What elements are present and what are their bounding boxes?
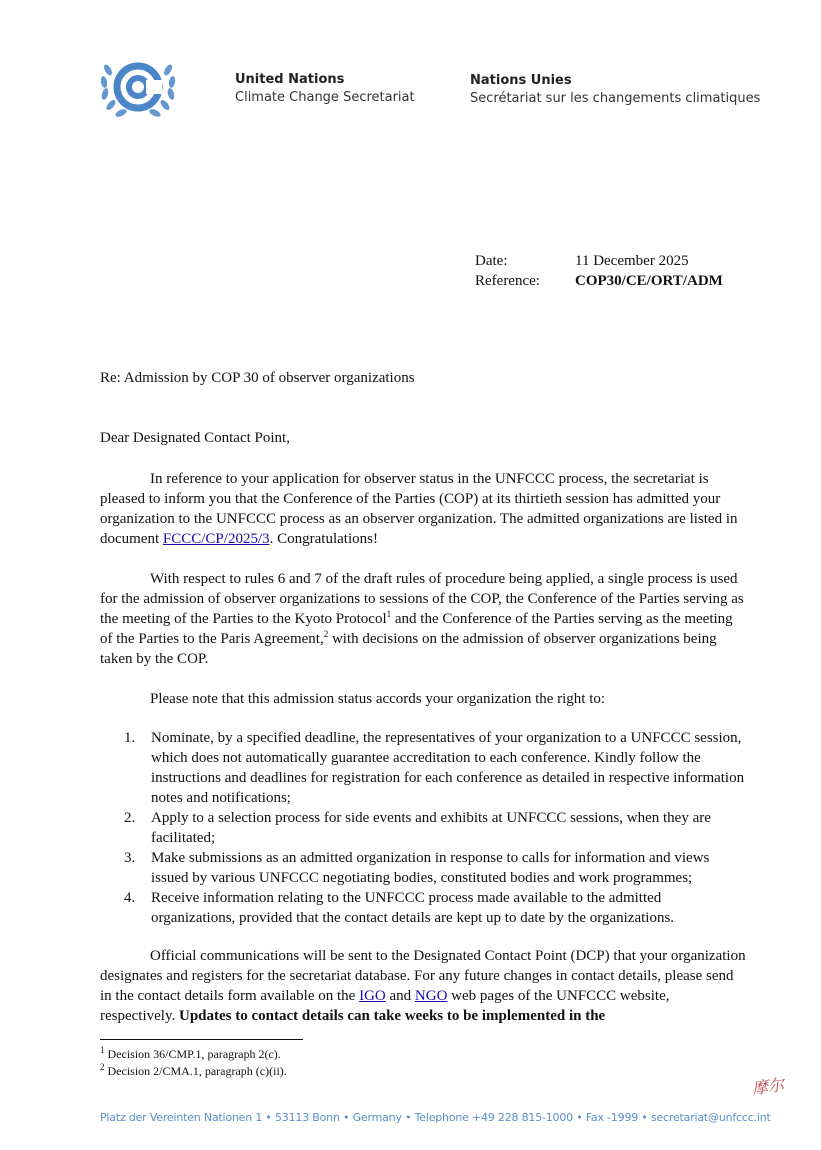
list-number: 3. — [124, 850, 136, 866]
date-label: Date: — [475, 253, 508, 269]
ngo-link[interactable]: NGO — [414, 988, 448, 1004]
p2-part2: and the Conference of the Parties serving as the meeting of the Parties to the Paris Agreement, — [100, 611, 733, 647]
list-number: 2. — [124, 810, 136, 826]
list-text: Nominate, by a specified deadline, the representatives of your organization to a UNFCCC session, which does not automatically guarantee accreditation to each conference. Kindly follow the instructions and deadlines for registration for each conference as detailed in respective information notes and notifications; — [151, 730, 745, 806]
list-text: Make submissions as an admitted organization in response to calls for information and views issued by various UNFCCC negotiating bodies, constituted bodies and work programmes; — [151, 850, 710, 886]
p3-text: Please note that this admission status accords your organization the right to: — [150, 691, 606, 707]
org-fr-line2: Secrétariat sur les changements climatiques — [470, 91, 761, 106]
rights-list — [100, 728, 746, 928]
p4-part2: and — [385, 988, 415, 1004]
list-item — [100, 848, 746, 888]
list-item — [100, 728, 746, 808]
org-en-line2: Climate Change Secretariat — [235, 90, 415, 105]
igo-link[interactable]: IGO — [359, 988, 386, 1004]
p2-part3: with decisions on the admission of observer organizations being taken by the COP. — [100, 631, 717, 667]
list-item — [100, 808, 746, 848]
org-fr-line1: Nations Unies — [470, 73, 572, 88]
paragraph-rights-intro — [100, 689, 746, 709]
list-text: Receive information relating to the UNFCCC process made available to the admitted organizations, provided that the contact details are kept up to date by the organizations. — [151, 890, 675, 926]
document-link[interactable]: FCCC/CP/2025/3 — [162, 531, 270, 547]
letter-meta — [475, 251, 723, 291]
p2-part1: With respect to rules 6 and 7 of the draft rules of procedure being applied, a single process is used for the admission of observer organizations to sessions of the COP, the Conference of the Parties serving as the meeting of the Parties to the Kyoto Protocol — [100, 571, 744, 627]
footnote-ref-1: 1 — [386, 609, 392, 619]
list-text: Apply to a selection process for side events and exhibits at UNFCCC sessions, when they are facilitated; — [151, 810, 711, 846]
footnote-text: Decision 36/CMP.1, paragraph 2(c). — [104, 1047, 281, 1061]
unfccc-emblem-icon — [98, 56, 178, 122]
p4-bold-note: Updates to contact details can take weeks to be implemented in the — [179, 1008, 606, 1024]
paragraph-communications — [100, 946, 746, 1026]
paragraph-admission — [100, 469, 746, 549]
paragraph-rules — [100, 569, 746, 669]
footnote-text: Decision 2/CMA.1, paragraph (c)(ii). — [104, 1064, 287, 1078]
salutation: Dear Designated Contact Point, — [100, 430, 290, 446]
p4-part1: Official communications will be sent to the Designated Contact Point (DCP) that your organization designates and registers for the secretariat database. For any future changes in contact details, please send in the contact details form available on the — [100, 948, 746, 1004]
p4-part3: web pages of the UNFCCC website, respectively. — [100, 988, 670, 1024]
p1-text-after: . Congratulations! — [269, 531, 378, 547]
org-name-french — [470, 72, 760, 108]
watermark-stamp: 摩尔 — [750, 1074, 786, 1099]
subject-line: Re: Admission by COP 30 of observer organizations — [100, 370, 415, 386]
list-number: 1. — [124, 730, 136, 746]
footnote-ref-2: 2 — [323, 629, 329, 639]
page-footer-address: Platz der Vereinten Nationen 1 • 53113 Bonn • Germany • Telephone +49 228 815-1000 • Fax -1999 • secretariat@unfccc.int — [100, 1111, 771, 1124]
list-item — [100, 888, 746, 928]
date-value: 11 December 2025 — [575, 253, 689, 269]
footnotes — [100, 1046, 287, 1080]
footnote-mark: 2 — [100, 1062, 105, 1072]
footnote-1 — [100, 1046, 287, 1063]
list-number: 4. — [124, 890, 136, 906]
org-name-english — [235, 71, 415, 107]
org-en-line1: United Nations — [235, 72, 345, 87]
reference-label: Reference: — [475, 273, 540, 289]
reference-value: COP30/CE/ORT/ADM — [575, 273, 723, 289]
footnote-mark: 1 — [100, 1045, 105, 1055]
footnote-divider — [100, 1039, 303, 1040]
p1-text: In reference to your application for observer status in the UNFCCC process, the secretariat is pleased to inform you that the Conference of the Parties (COP) at its thirtieth session has admitted your organization to the UNFCCC process as an observer organization. The admitted organizations are listed in document — [100, 471, 738, 547]
footnote-2 — [100, 1063, 287, 1080]
